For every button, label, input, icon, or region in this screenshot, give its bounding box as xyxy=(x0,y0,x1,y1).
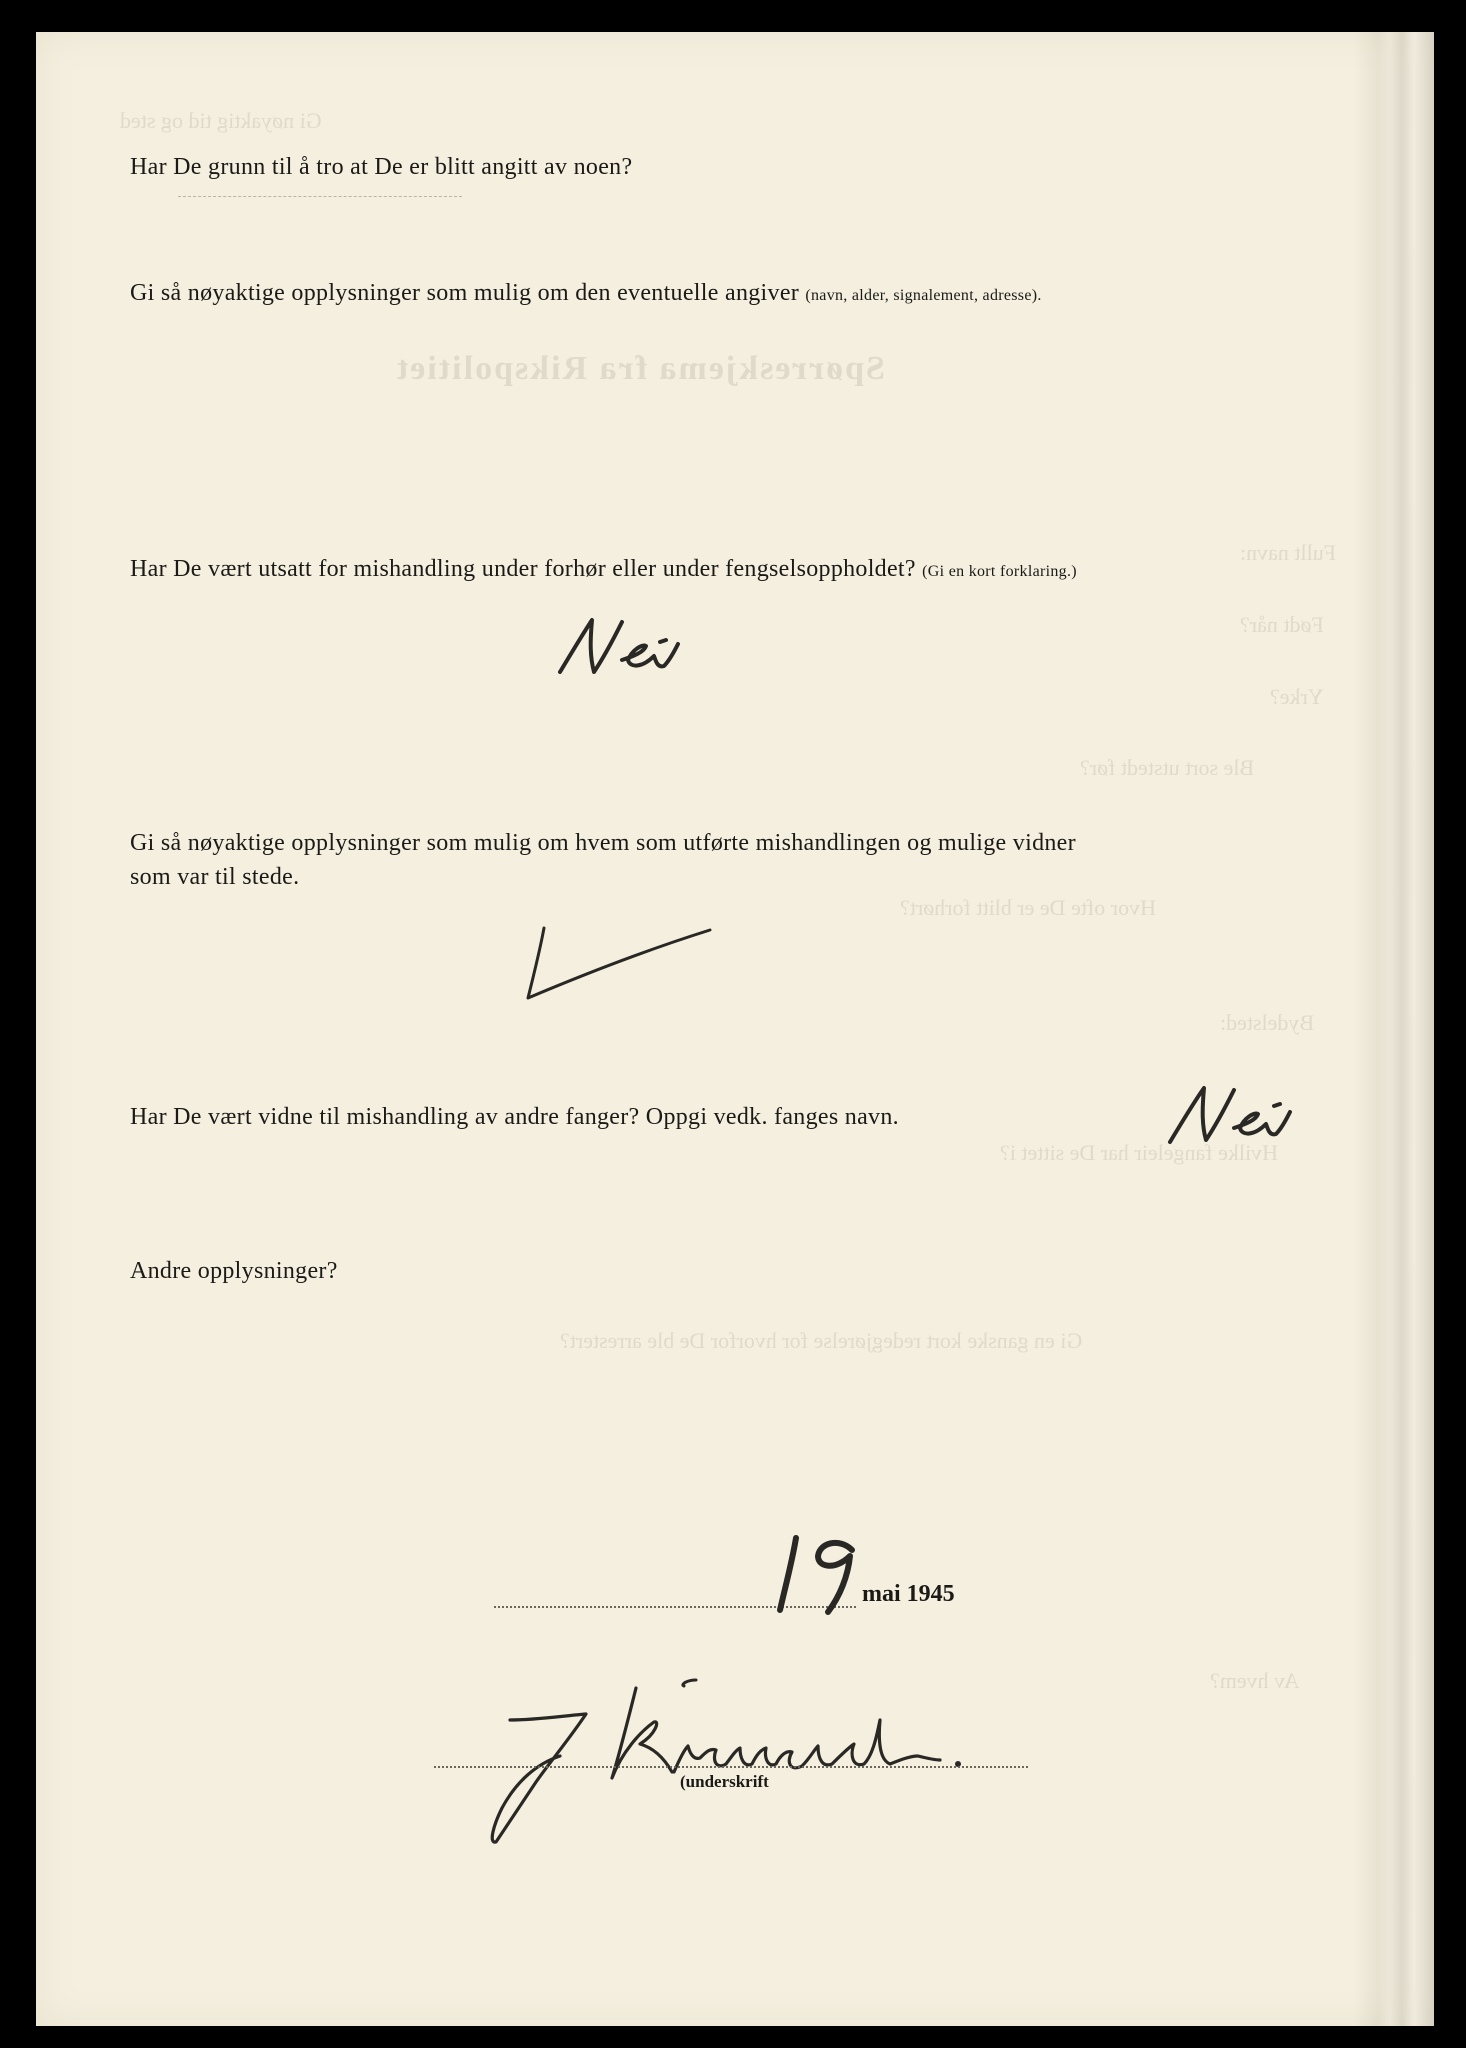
bleed-through-line: Bydelsted: xyxy=(1220,1010,1315,1035)
question-angiver-text: Gi så nøyaktige opplysninger som mulig om den eventuelle angiver xyxy=(130,280,800,306)
handwritten-check-mark xyxy=(520,920,720,1010)
faint-underline xyxy=(178,196,462,197)
bleed-through-line: Født når? xyxy=(1240,612,1324,637)
bleed-through-line: Hvilke fangeleir har De sittet i? xyxy=(1000,1140,1278,1165)
question-mishandling xyxy=(130,552,1077,589)
question-angitt: Har De grunn til å tro at De er blitt angitt av noen? xyxy=(130,154,633,180)
question-utforte-line1: Gi så nøyaktige opplysninger som mulig om hvem som utførte mishandlingen og mulige vidner xyxy=(130,830,1076,856)
question-angiver-note: (navn, alder, signalement, adresse). xyxy=(805,287,1042,304)
handwritten-date-day xyxy=(770,1528,870,1618)
handwritten-nei-answer-1 xyxy=(550,612,750,692)
bleed-through-line: Fullt navn: xyxy=(1240,540,1336,565)
bleed-through-line: Gi en ganske kort redegjørelse for hvorfor De ble arrestert? xyxy=(560,1328,1083,1353)
question-mishandling-note: (Gi en kort forklaring.) xyxy=(922,563,1077,580)
handwritten-nei-answer-2 xyxy=(1160,1078,1350,1158)
bleed-through-line: Yrke? xyxy=(1270,684,1324,709)
bleed-through-line: Av hvem? xyxy=(1210,1668,1300,1693)
question-mishandling-text: Har De vært utsatt for mishandling under forhør eller under fengselsoppholdet? xyxy=(130,556,916,582)
bleed-through-top: Gi nøyaktig tid og sted xyxy=(120,108,322,133)
signature-label: (underskrift xyxy=(680,1772,769,1791)
date-printed: mai 1945 xyxy=(862,1581,955,1607)
bleed-through-line: Ble sort utstedt før? xyxy=(1080,755,1255,780)
bleed-through-title: Spørreskjema fra Rikspolitiet xyxy=(395,350,885,387)
bleed-through-line: Hvor ofte De er blitt forhørt? xyxy=(900,895,1156,920)
question-utforte-line2: som var til stede. xyxy=(130,864,300,890)
signature-dotted-line xyxy=(434,1766,1028,1768)
question-andre: Andre opplysninger? xyxy=(130,1258,338,1284)
page-edge-shadow xyxy=(1354,32,1434,2026)
handwritten-signature xyxy=(440,1660,1100,1850)
question-angiver-details xyxy=(130,276,1042,313)
question-vidne: Har De vært vidne til mishandling av andre fanger? Oppgi vedk. fanges navn. xyxy=(130,1104,899,1130)
